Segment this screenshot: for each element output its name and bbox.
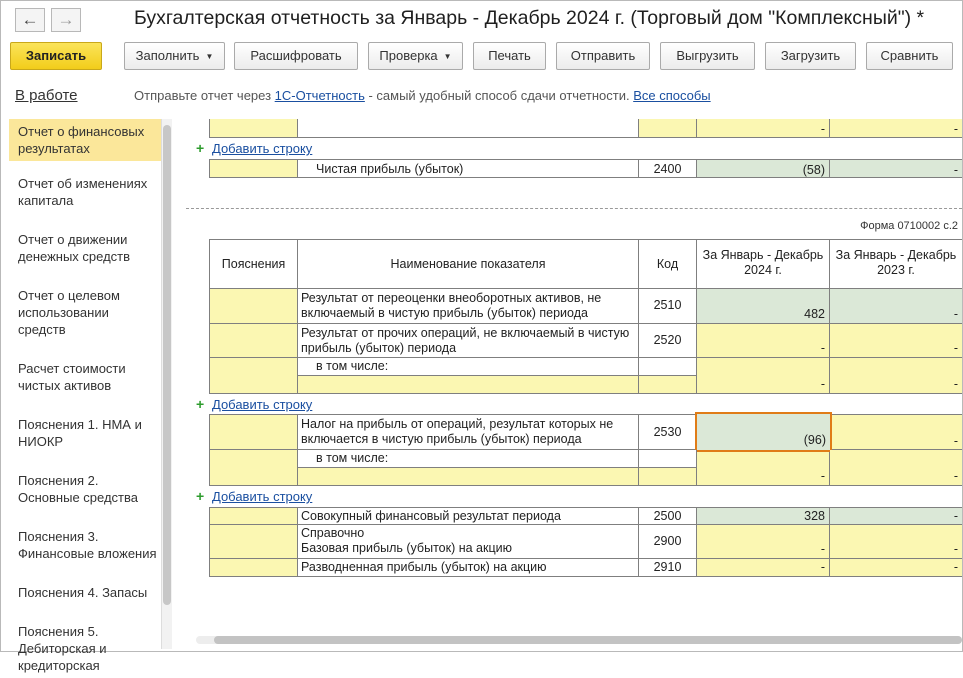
- incl2-name: в том числе:: [298, 450, 639, 468]
- header-current-period: За Январь - Декабрь 2024 г.: [697, 239, 830, 289]
- r2530-name: Налог на прибыль от операций, результат которых не включается в чистую прибыль (убыток) периода: [298, 414, 639, 450]
- plus-icon[interactable]: +: [196, 488, 205, 504]
- compare-button[interactable]: Сравнить: [866, 42, 953, 70]
- r2910-name: Разводненная прибыль (убыток) на акцию: [298, 559, 639, 577]
- back-button[interactable]: [15, 8, 45, 32]
- info-prefix: Отправьте отчет через: [134, 88, 275, 103]
- r2910-code: 2910: [639, 559, 697, 577]
- arrow-left-icon: ←: [21, 10, 39, 29]
- header-notes: Пояснения: [209, 239, 298, 289]
- chevron-down-icon: ▼: [443, 52, 452, 61]
- sidebar-scrollbar[interactable]: [162, 119, 172, 649]
- net-profit-notes-cell[interactable]: [209, 159, 298, 178]
- sidebar-item-cash-flow[interactable]: Отчет о движении денежных средств: [18, 232, 131, 264]
- prev-name-cell: [298, 119, 639, 138]
- prev-cur-cell[interactable]: -: [697, 119, 830, 138]
- add-row-link[interactable]: Добавить строку: [212, 489, 313, 504]
- incl1-code-input[interactable]: [639, 376, 697, 394]
- prev-notes-cell[interactable]: [209, 119, 298, 138]
- forward-button[interactable]: [51, 8, 81, 32]
- add-row-link[interactable]: Добавить строку: [212, 397, 313, 412]
- sidebar-item-target-funds[interactable]: Отчет о целевом использовании средств: [18, 288, 120, 337]
- incl1-notes[interactable]: [209, 358, 298, 394]
- r2530-previous[interactable]: -: [832, 414, 962, 450]
- sidebar-item-notes-3[interactable]: Пояснения 3. Финансовые вложения: [18, 529, 157, 561]
- info-middle: - самый удобный способ сдачи отчетности.: [364, 88, 634, 103]
- send-button[interactable]: Отправить: [556, 42, 650, 70]
- r2500-name: Совокупный финансовый результат периода: [298, 507, 639, 525]
- incl2-current[interactable]: -: [697, 452, 830, 486]
- prev-prev-cell[interactable]: -: [830, 119, 962, 138]
- status-link[interactable]: В работе: [15, 87, 78, 104]
- r2910-current[interactable]: -: [697, 559, 830, 577]
- net-profit-name: Чистая прибыль (убыток): [298, 159, 639, 178]
- 1c-reporting-link[interactable]: 1С-Отчетность: [274, 88, 365, 103]
- r2900-notes[interactable]: [209, 525, 298, 559]
- import-button[interactable]: Загрузить: [765, 42, 856, 70]
- r2510-previous[interactable]: -: [830, 289, 962, 324]
- r2500-previous[interactable]: -: [830, 507, 962, 525]
- incl1-code-blank: [639, 358, 697, 376]
- incl1-name-input[interactable]: [298, 376, 639, 394]
- sidebar-item-notes-5[interactable]: Пояснения 5. Дебиторская и кредиторская: [18, 624, 107, 673]
- r2900-name: [298, 525, 639, 559]
- sidebar-item-financial-results[interactable]: Отчет о финансовых результатах: [9, 119, 161, 161]
- r2910-notes[interactable]: [209, 559, 298, 577]
- sidebar-item-notes-4[interactable]: Пояснения 4. Запасы: [18, 585, 148, 600]
- arrow-right-icon: →: [57, 10, 75, 29]
- save-button[interactable]: Записать: [10, 42, 102, 70]
- incl2-code-input[interactable]: [639, 468, 697, 486]
- r2510-name: Результат от переоценки внеоборотных активов, не включаемый в чистую прибыль (убыток) периода: [298, 289, 639, 324]
- sidebar-scroll-thumb[interactable]: [163, 125, 171, 605]
- all-methods-link[interactable]: Все способы: [633, 88, 711, 103]
- report-sheet: [186, 119, 962, 651]
- r2520-current[interactable]: -: [697, 324, 830, 358]
- r2520-code: 2520: [639, 324, 697, 358]
- header-previous-period: За Январь - Декабрь 2023 г.: [830, 239, 962, 289]
- r2530-code: 2530: [639, 414, 697, 450]
- horizontal-scrollbar[interactable]: [196, 636, 962, 644]
- r2510-code: 2510: [639, 289, 697, 324]
- r2520-previous[interactable]: -: [830, 324, 962, 358]
- page-separator: [186, 208, 962, 209]
- r2520-name: Результат от прочих операций, не включаемый в чистую прибыль (убыток) периода: [298, 324, 639, 358]
- sections-sidebar: [9, 119, 162, 673]
- r2900-name-line1: Справочно: [301, 526, 365, 540]
- r2530-current[interactable]: (96): [695, 412, 832, 452]
- r2500-code: 2500: [639, 507, 697, 525]
- header-code: Код: [639, 239, 697, 289]
- check-button-label: Проверка: [379, 48, 438, 63]
- r2520-notes[interactable]: [209, 324, 298, 358]
- sidebar-item-notes-2[interactable]: Пояснения 2. Основные средства: [18, 473, 138, 505]
- fill-button[interactable]: [124, 42, 225, 70]
- net-profit-current[interactable]: (58): [697, 159, 830, 178]
- form-label: Форма 0710002 с.2: [860, 220, 958, 232]
- info-line: [134, 88, 711, 103]
- sidebar-item-net-assets[interactable]: Расчет стоимости чистых активов: [18, 361, 126, 393]
- prev-code-cell: [639, 119, 697, 138]
- header-name: Наименование показателя: [298, 239, 639, 289]
- plus-icon[interactable]: +: [196, 396, 205, 412]
- incl2-previous[interactable]: -: [830, 450, 962, 486]
- fill-button-label: Заполнить: [135, 48, 200, 63]
- incl2-code-blank: [639, 450, 697, 468]
- check-button[interactable]: [368, 42, 463, 70]
- r2900-previous[interactable]: -: [830, 525, 962, 559]
- r2510-current[interactable]: 482: [697, 289, 830, 324]
- r2910-previous[interactable]: -: [830, 559, 962, 577]
- decode-button[interactable]: Расшифровать: [234, 42, 358, 70]
- r2530-notes[interactable]: [209, 414, 298, 450]
- print-button[interactable]: Печать: [473, 42, 546, 70]
- r2510-notes[interactable]: [209, 289, 298, 324]
- window-title: Бухгалтерская отчетность за Январь - Декабрь 2024 г. (Торговый дом "Комплексный") *: [134, 7, 925, 29]
- plus-icon[interactable]: +: [196, 140, 205, 156]
- incl1-previous[interactable]: -: [830, 358, 962, 394]
- r2500-current[interactable]: 328: [697, 507, 830, 525]
- add-row-link[interactable]: Добавить строку: [212, 141, 313, 156]
- incl1-current[interactable]: -: [697, 358, 830, 394]
- horizontal-scroll-thumb[interactable]: [214, 636, 962, 644]
- r2500-notes[interactable]: [209, 507, 298, 525]
- chevron-down-icon: ▼: [205, 52, 214, 61]
- r2900-code: 2900: [639, 525, 697, 559]
- sidebar-item-notes-1[interactable]: Пояснения 1. НМА и НИОКР: [18, 417, 142, 449]
- net-profit-code: 2400: [639, 159, 697, 178]
- net-profit-previous[interactable]: -: [830, 159, 962, 178]
- incl2-name-input[interactable]: [298, 468, 639, 486]
- r2900-current[interactable]: -: [697, 525, 830, 559]
- export-button[interactable]: Выгрузить: [660, 42, 755, 70]
- sidebar-item-capital-changes[interactable]: Отчет об изменениях капитала: [18, 176, 148, 208]
- incl2-notes[interactable]: [209, 450, 298, 486]
- r2900-name-line2: Базовая прибыль (убыток) на акцию: [301, 541, 512, 555]
- incl1-name: в том числе:: [298, 358, 639, 376]
